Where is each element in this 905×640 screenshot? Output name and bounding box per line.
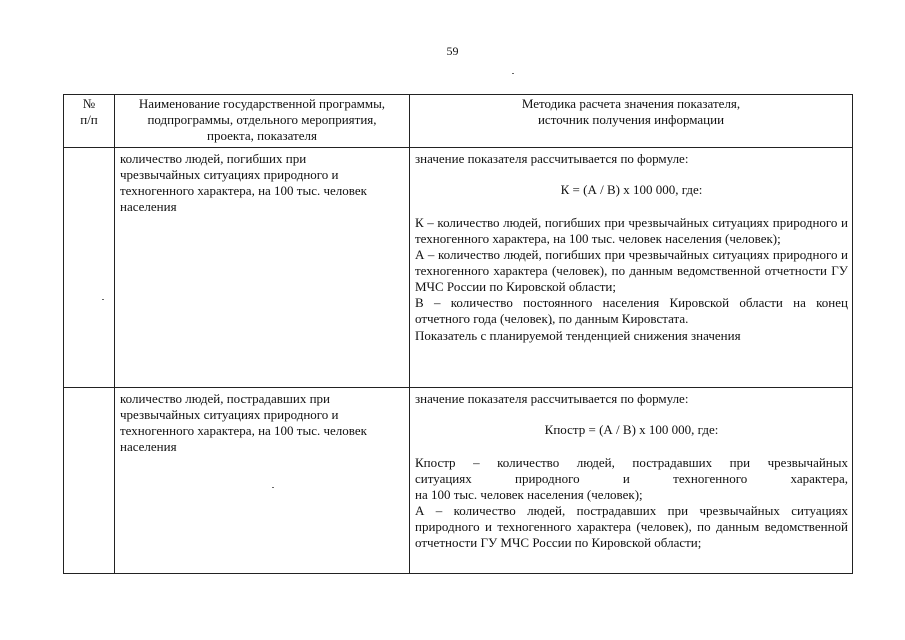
header-method-line: Методика расчета значения показателя, xyxy=(521,96,741,111)
header-number-line: п/п xyxy=(80,112,98,127)
header-method-line: источник получения информации xyxy=(537,112,725,127)
definition-k-line: Кпостр – количество людей, пострадавших при чрезвычайных xyxy=(415,455,848,470)
definition-b: В – количество постоянного населения Кировской области на конец отчетного года (человек), по данным Кировстата. xyxy=(415,295,848,326)
indicator-name-line: количество людей, погибших при xyxy=(120,151,307,166)
definition-a: А – количество людей, погибших при чрезвычайных ситуациях природного и техногенного характера (человек), по данным ведомственной отчетности ГУ МЧС России по Кировской области; xyxy=(415,247,848,294)
definition-k-line: на 100 тыс. человек населения (человек); xyxy=(415,487,643,502)
method-cell xyxy=(410,148,853,388)
formula: Кпостр = (А / В) х 100 000, где: xyxy=(544,422,719,437)
method-intro: значение показателя рассчитывается по формуле: xyxy=(415,391,689,406)
formula: К = (А / В) х 100 000, где: xyxy=(560,182,703,197)
header-name-line: проекта, показателя xyxy=(207,128,317,143)
definition-k: К – количество людей, погибших при чрезвычайных ситуациях природного и техногенного характера, на 100 тыс. человек населения (человек); xyxy=(415,215,848,246)
header-number-line: № xyxy=(82,96,96,111)
table-row xyxy=(64,388,853,574)
indicator-name-cell xyxy=(115,148,410,388)
indicator-name-line: техногенного характера, на 100 тыс. человек xyxy=(120,423,367,438)
method-cell xyxy=(410,388,853,574)
scan-speck xyxy=(512,73,514,74)
header-number xyxy=(64,95,115,148)
indicator-name-line: чрезвычайных ситуациях природного и xyxy=(120,167,339,182)
indicator-name-cell xyxy=(115,388,410,574)
header-method xyxy=(410,95,853,148)
definition-a: А – количество людей, пострадавших при чрезвычайных ситуациях природного и техногенного характера (человек), по данным ведомственной отчетности ГУ МЧС России по Кировской области; xyxy=(415,503,848,550)
table-row xyxy=(64,148,853,388)
definition-k-line: ситуациях природного и техногенного характера, xyxy=(415,471,848,486)
method-intro: значение показателя рассчитывается по формуле: xyxy=(415,151,689,166)
indicator-name-line: чрезвычайных ситуациях природного и xyxy=(120,407,339,422)
header-name-line: подпрограммы, отдельного мероприятия, xyxy=(147,112,377,127)
table-header-row xyxy=(64,95,853,148)
indicator-name-line: количество людей, пострадавших при xyxy=(120,391,331,406)
row-number-cell xyxy=(64,148,115,388)
row-number-cell xyxy=(64,388,115,574)
page-number: 59 xyxy=(446,44,459,58)
indicator-name-line: населения xyxy=(120,199,177,214)
trend-note: Показатель с планируемой тенденцией снижения значения xyxy=(415,328,741,343)
header-name-line: Наименование государственной программы, xyxy=(138,96,386,111)
indicator-name-line: населения xyxy=(120,439,177,454)
header-name xyxy=(115,95,410,148)
indicator-table xyxy=(63,94,853,574)
indicator-name-line: техногенного характера, на 100 тыс. человек xyxy=(120,183,367,198)
